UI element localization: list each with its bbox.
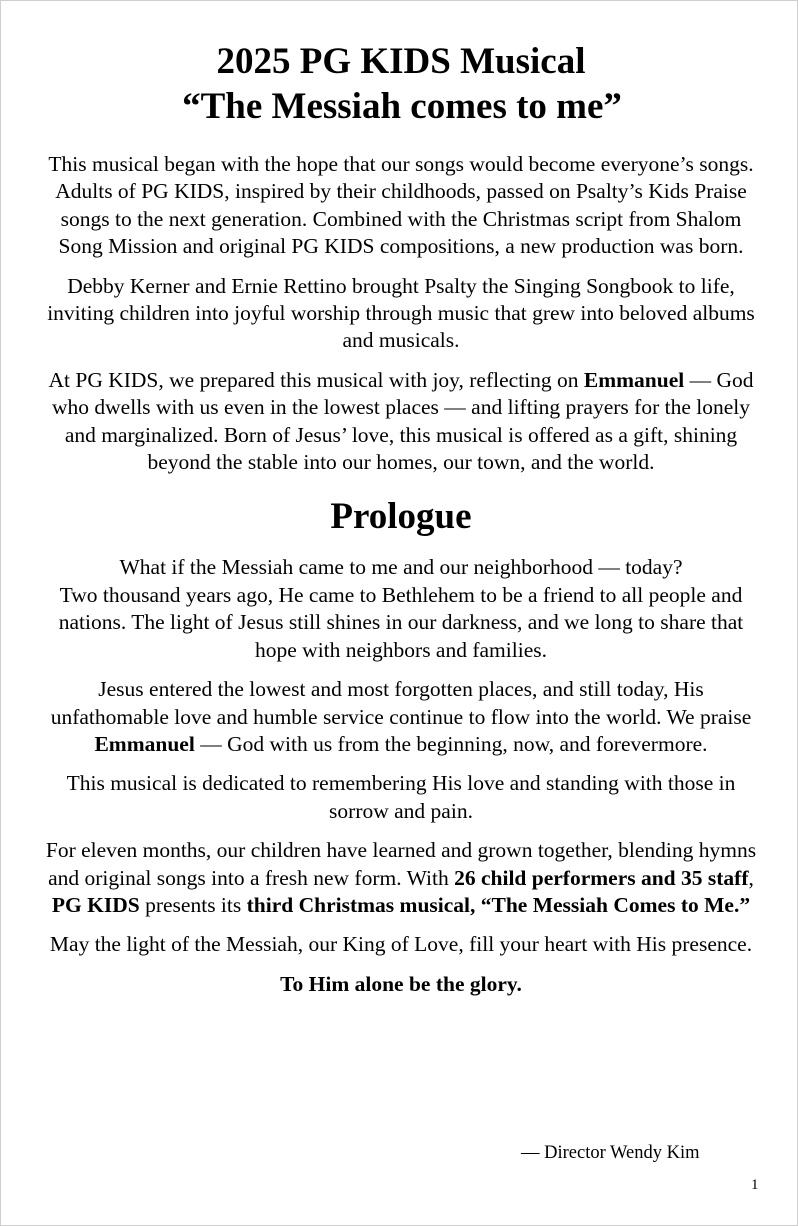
director-signature: — Director Wendy Kim	[521, 1143, 700, 1163]
prologue-p2-emmanuel: Emmanuel	[94, 731, 195, 756]
document-title	[39, 39, 763, 129]
prologue-p4-pg-kids: PG KIDS	[51, 892, 140, 917]
prologue-p2-text-a: Jesus entered the lowest and most forgotten places, and still today, His unfathomable love and humble service continue to flow into the world. We praise	[50, 677, 752, 729]
prologue-paragraph-4	[39, 837, 763, 919]
prologue-p2-text-b: — God with us from the beginning, now, and forevermore.	[194, 731, 708, 756]
intro-paragraph-2: Debby Kerner and Ernie Rettino brought Psalty the Singing Songbook to life, inviting children into joyful worship through music that grew into beloved albums and musicals.	[47, 273, 755, 353]
prologue-p1-rest: Two thousand years ago, He came to Bethlehem to be a friend to all people and nations. The light of Jesus still shines in our darkness, and we long to share that hope with neighbors and families.	[58, 582, 744, 662]
prologue-heading: Prologue	[330, 496, 472, 538]
prologue-paragraph-1	[39, 554, 763, 664]
prologue-p4-text-a: For eleven months, our children have learned and grown together, blending hymns and original songs into a fresh new form. With	[45, 838, 757, 890]
intro-p3-emmanuel: Emmanuel	[583, 367, 685, 392]
intro-paragraph-1: This musical began with the hope that our songs would become everyone’s songs. Adults of PG KIDS, inspired by their childhoods, passed on Psalty’s Kids Praise songs to the next generation. Combined with the Christmas script from Shalom Song Mission and original PG KIDS compositions, a new production was born.	[48, 152, 754, 259]
title-line-1: 2025 PG KIDS Musical	[216, 41, 586, 82]
page-number: 1	[751, 1177, 759, 1193]
document-content	[39, 39, 763, 998]
prologue-p4-performers: 26 child performers and 35 staff	[454, 865, 749, 890]
intro-p3-text-b: — God who dwells with us even in the lowest places — and lifting prayers for the lonely and marginalized. Born of Jesus’ love, this musical is offered as a gift, shining beyond the stable into our homes, our town, and the world.	[52, 367, 754, 475]
prologue-p4-text-b: ,	[748, 865, 754, 890]
prologue-p4-musical-title: third Christmas musical, “The Messiah Comes to Me.”	[246, 892, 751, 917]
prologue-paragraph-2	[39, 676, 763, 758]
prologue-paragraph-3: This musical is dedicated to remembering His love and standing with those in sorrow and pain.	[66, 771, 736, 823]
prologue-paragraph-5: May the light of the Messiah, our King of Love, fill your heart with His presence.	[49, 932, 753, 957]
closing-line: To Him alone be the glory.	[280, 971, 522, 996]
prologue-p1-line-1: What if the Messiah came to me and our neighborhood — today?	[119, 555, 683, 580]
intro-paragraph-3	[39, 367, 763, 477]
title-line-2: “The Messiah comes to me”	[182, 86, 622, 127]
intro-p3-text-a: At PG KIDS, we prepared this musical with joy, reflecting on	[48, 367, 584, 392]
prologue-p4-text-c: presents its	[139, 892, 247, 917]
